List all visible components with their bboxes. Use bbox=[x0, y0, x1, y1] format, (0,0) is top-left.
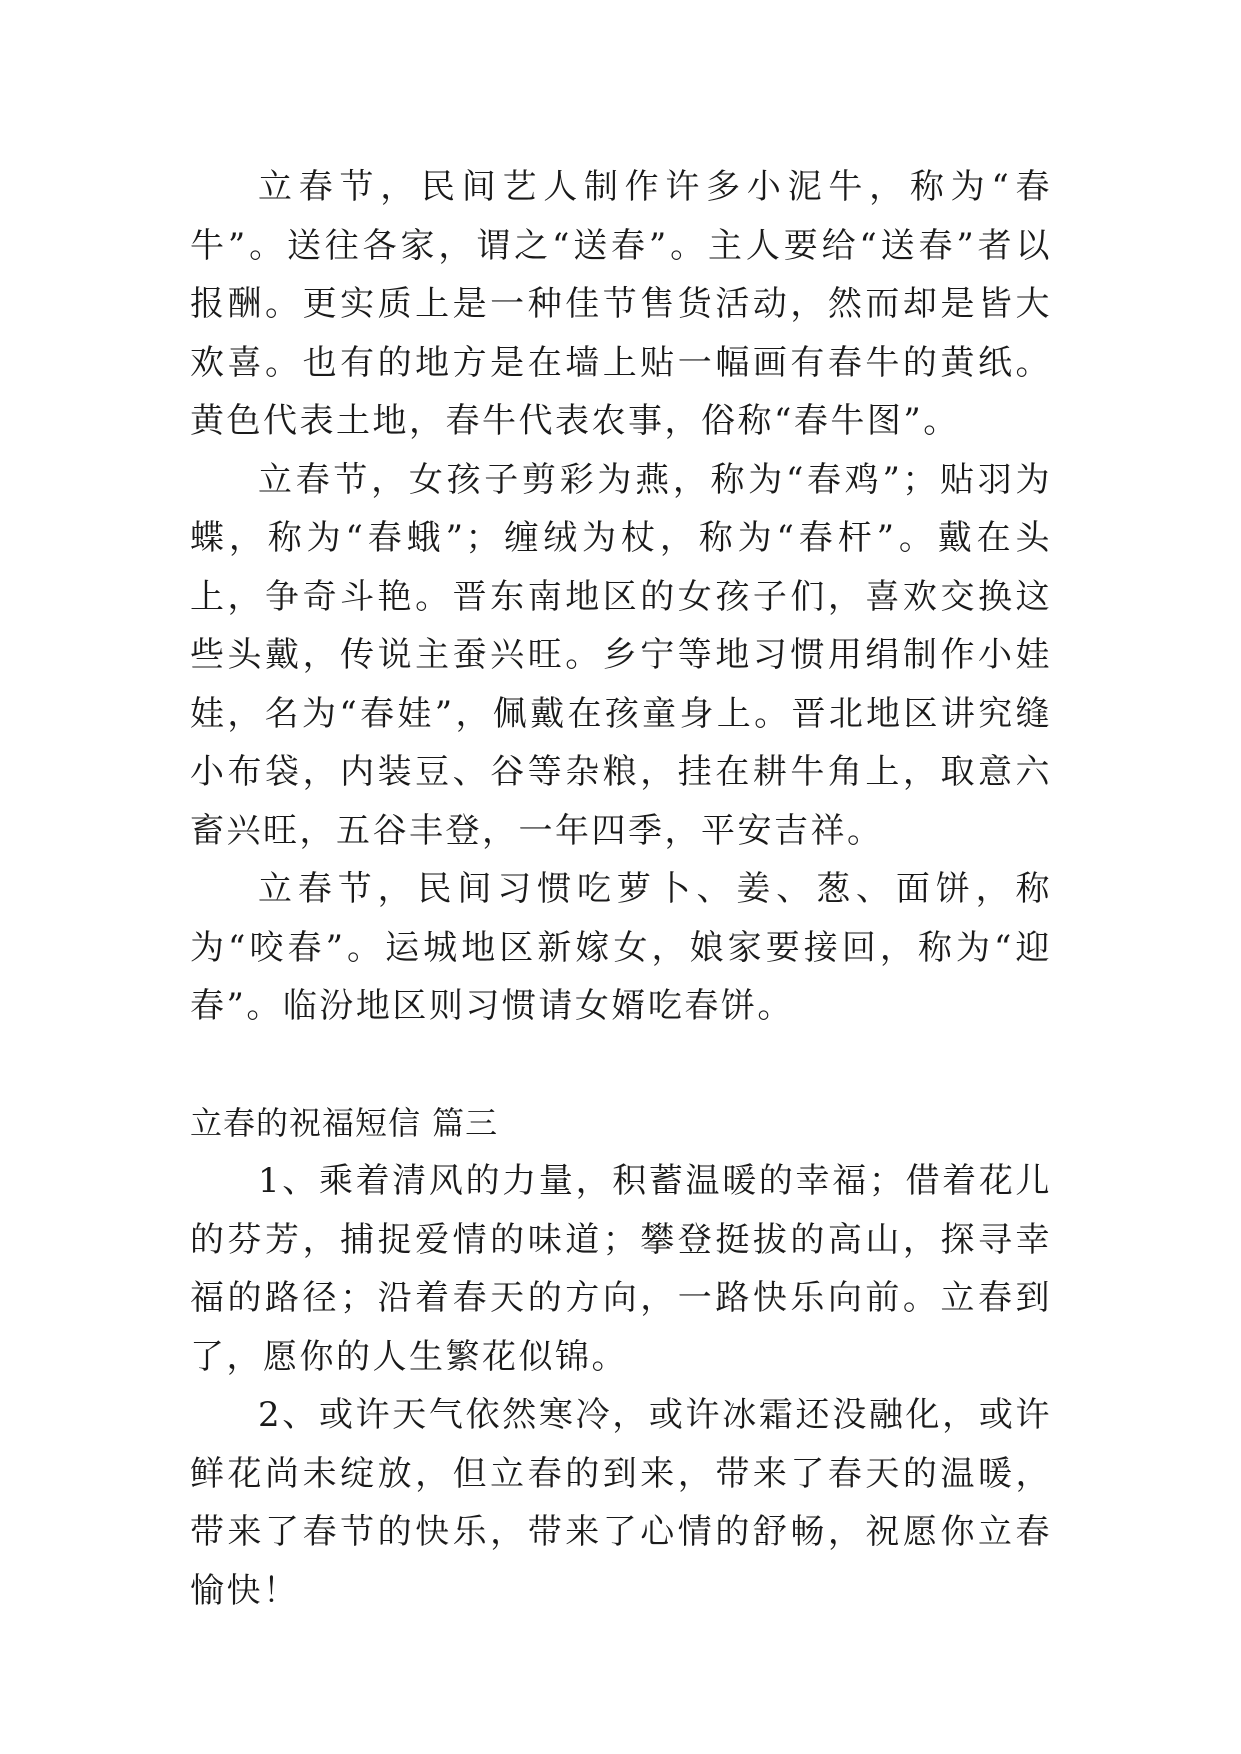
paragraph-yaochun: 立春节，民间习惯吃萝卜、姜、葱、面饼，称为“咬春”。运城地区新嫁女，娘家要接回，称为“迎春”。临汾地区则习惯请女婿吃春饼。 bbox=[190, 869, 1052, 1026]
paragraph-chunniu: 立春节，民间艺人制作许多小泥牛，称为“春牛”。送往各家，谓之“送春”。主人要给“送春”者以报酬。更实质上是一种佳节售货活动，然而却是皆大欢喜。也有的地方是在墙上贴一幅画有春牛的黄纸。黄色代表土地，春牛代表农事，俗称“春牛图”。 bbox=[190, 167, 1052, 441]
paragraph-blessing-2: 2、或许天气依然寒冷，或许冰霜还没融化，或许鲜花尚未绽放，但立春的到来，带来了春天的温暖，带来了春节的快乐，带来了心情的舒畅，祝愿你立春愉快！ bbox=[190, 1395, 1052, 1611]
section-spacer bbox=[190, 1036, 1052, 1094]
document-body bbox=[190, 158, 1052, 1620]
paragraph-blessing-1: 1、乘着清风的力量，积蓄温暖的幸福；借着花儿的芬芳，捕捉爱情的味道；攀登挺拔的高山，探寻幸福的路径；沿着春天的方向，一路快乐向前。立春到了，愿你的人生繁花似锦。 bbox=[190, 1161, 1052, 1377]
paragraph-chunji: 立春节，女孩子剪彩为燕，称为“春鸡”；贴羽为蝶，称为“春蛾”；缠绒为杖，称为“春杆”。戴在头上，争奇斗艳。晋东南地区的女孩子们，喜欢交换这些头戴，传说主蚕兴旺。乡宁等地习惯用绢制作小娃娃，名为“春娃”，佩戴在孩童身上。晋北地区讲究缝小布袋，内装豆、谷等杂粮，挂在耕牛角上，取意六畜兴旺，五谷丰登，一年四季，平安吉祥。 bbox=[190, 459, 1052, 851]
section-heading: 立春的祝福短信 篇三 bbox=[190, 1103, 499, 1142]
